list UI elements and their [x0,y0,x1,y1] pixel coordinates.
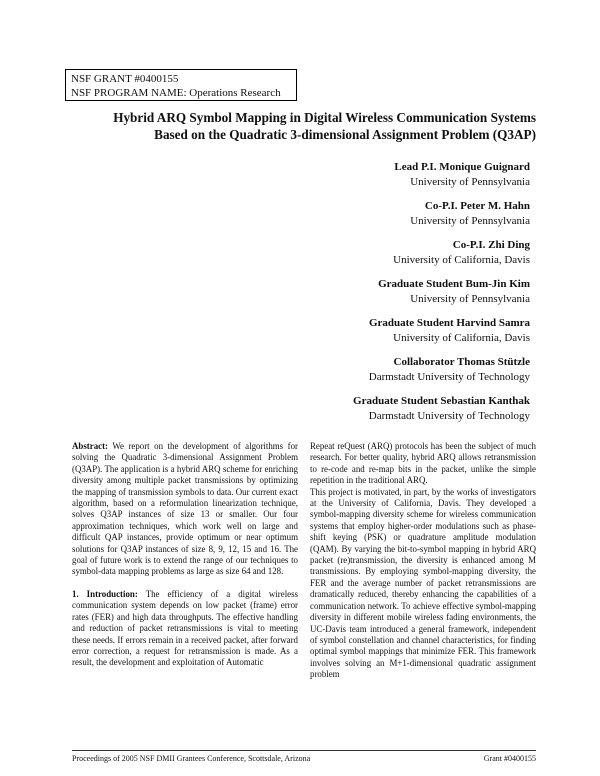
author-affiliation: University of Pennsylvania [410,293,530,305]
author-list [200,160,530,433]
author-role-name: Graduate Student Bum-Jin Kim [378,278,530,290]
grant-number: NSF GRANT #0400155 [71,73,179,85]
abstract-paragraph [72,441,298,578]
grant-program: NSF PROGRAM NAME: Operations Research [71,87,281,99]
right-column [310,441,536,681]
author-entry [200,160,530,190]
page-footer [72,750,536,764]
grant-info-box [65,69,297,101]
footer-grant: Grant #0400155 [483,754,536,763]
abstract-text: We report on the development of algorithms for solving the Quadratic 3-dimensional Assignment Problem (Q3AP). The application is a hybrid ARQ scheme for enriching diversity among multiple packet transmissions by optimizing the mapping of transmission symbols to data. Our current exact algorithm, based on a reformulation linearization technique, solves Q3AP instances of size 13 or smaller. Our four approximation techniques, which work well on large and difficult QAP instances, provide optimum or near optimum solutions for Q3AP instances of size 8, 9, 12, 15 and 16. The goal of future work is to extend the range of our techniques to symbol-data mapping problems as large as size 64 and 128. [72,441,298,577]
title-line-2: Based on the Quadratic 3-dimensional Assignment Problem (Q3AP) [154,127,536,142]
author-role-name: Lead P.I. Monique Guignard [394,161,530,173]
author-role-name: Collaborator Thomas Stützle [393,356,530,368]
author-entry [200,199,530,229]
body-paragraph-2: This project is motivated, in part, by the works of investigators at the University of California, Davis. They developed a symbol-mapping diversity scheme for wireless communication systems that employ higher-order modulations such as phase-shift keying (PSK) or quadrature amplitude modulation (QAM). By varying the bit-to-symbol mapping in hybrid ARQ packet (re)transmission, the diversity is enhanced among M transmissions. By employing symbol-mapping diversity, the FER and the average number of packet retransmissions are dramatically reduced, thereby enhancing the capabilities of a communication network. To achieve effective symbol-mapping diversity in different mobile wireless fading environments, the UC-Davis team introduced a general framework, independent of symbol constellation and channel characteristics, for finding optimal symbol mappings that minimize FER. This framework involves solving an M+1-dimensional quadratic assignment problem [310,486,536,680]
body-paragraph-1: Repeat reQuest (ARQ) protocols has been the subject of much research. For better quality, hybrid ARQ allows retransmission to re-code and re-map bits in the packet, unlike the simple repetition in the traditional ARQ. [310,441,536,486]
footer-proceedings: Proceedings of 2005 NSF DMII Grantees Conference, Scottsdale, Arizona [72,754,311,763]
introduction-text: The efficiency of a digital wireless communication system depends on low packet (frame) error rates (FER) and high data throughputs. The effective handling and reduction of packet retransmissions is vital to meeting these needs. If errors remain in a received packet, after forward error correction, a request for retransmission is made. As a result, the development and exploitation of Automatic [72,588,299,668]
introduction-paragraph [72,589,298,669]
author-entry [200,238,530,268]
author-affiliation: University of California, Davis [393,254,530,266]
author-entry [200,355,530,385]
abstract-label: Abstract: [72,441,108,451]
paper-title [60,109,536,143]
author-role-name: Co-P.I. Zhi Ding [452,239,530,251]
author-role-name: Graduate Student Harvind Samra [368,317,530,329]
author-affiliation: Darmstadt University of Technology [368,371,530,383]
author-affiliation: Darmstadt University of Technology [368,410,530,422]
author-entry [200,394,530,424]
author-affiliation: University of Pennsylvania [410,215,530,227]
author-role-name: Graduate Student Sebastian Kanthak [353,395,530,407]
left-column [72,441,298,669]
title-line-1: Hybrid ARQ Symbol Mapping in Digital Wireless Communication Systems [113,110,536,125]
author-entry [200,316,530,346]
introduction-label: 1. Introduction: [72,588,138,599]
author-affiliation: University of California, Davis [393,332,530,344]
author-role-name: Co-P.I. Peter M. Hahn [424,200,530,212]
author-affiliation: University of Pennsylvania [410,176,530,188]
author-entry [200,277,530,307]
